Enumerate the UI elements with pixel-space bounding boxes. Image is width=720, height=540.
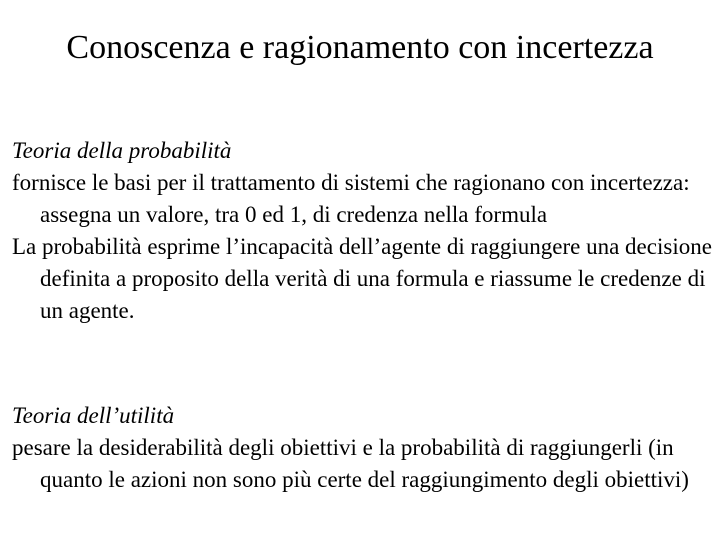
slide-title: Conoscenza e ragionamento con incertezza <box>66 29 654 66</box>
section-paragraph: pesare la desiderabilità degli obiettivi e la probabilità di raggiungerli (in quanto le azioni non sono più certe del raggiungimento degli obiettivi) <box>12 435 689 492</box>
section-paragraph: La probabilità esprime l’incapacità dell’agente di raggiungere una decisione definita a proposito della verità di una formula e riassume le credenze di un agente. <box>12 234 712 323</box>
section-heading: Teoria della probabilità <box>12 138 232 163</box>
section-paragraph: fornisce le basi per il trattamento di sistemi che ragionano con incertezza: assegna un valore, tra 0 ed 1, di credenza nella formula <box>12 170 690 227</box>
section-heading: Teoria dell’utilità <box>12 403 175 428</box>
section-probability-theory <box>12 135 712 327</box>
section-utility-theory <box>12 400 712 496</box>
